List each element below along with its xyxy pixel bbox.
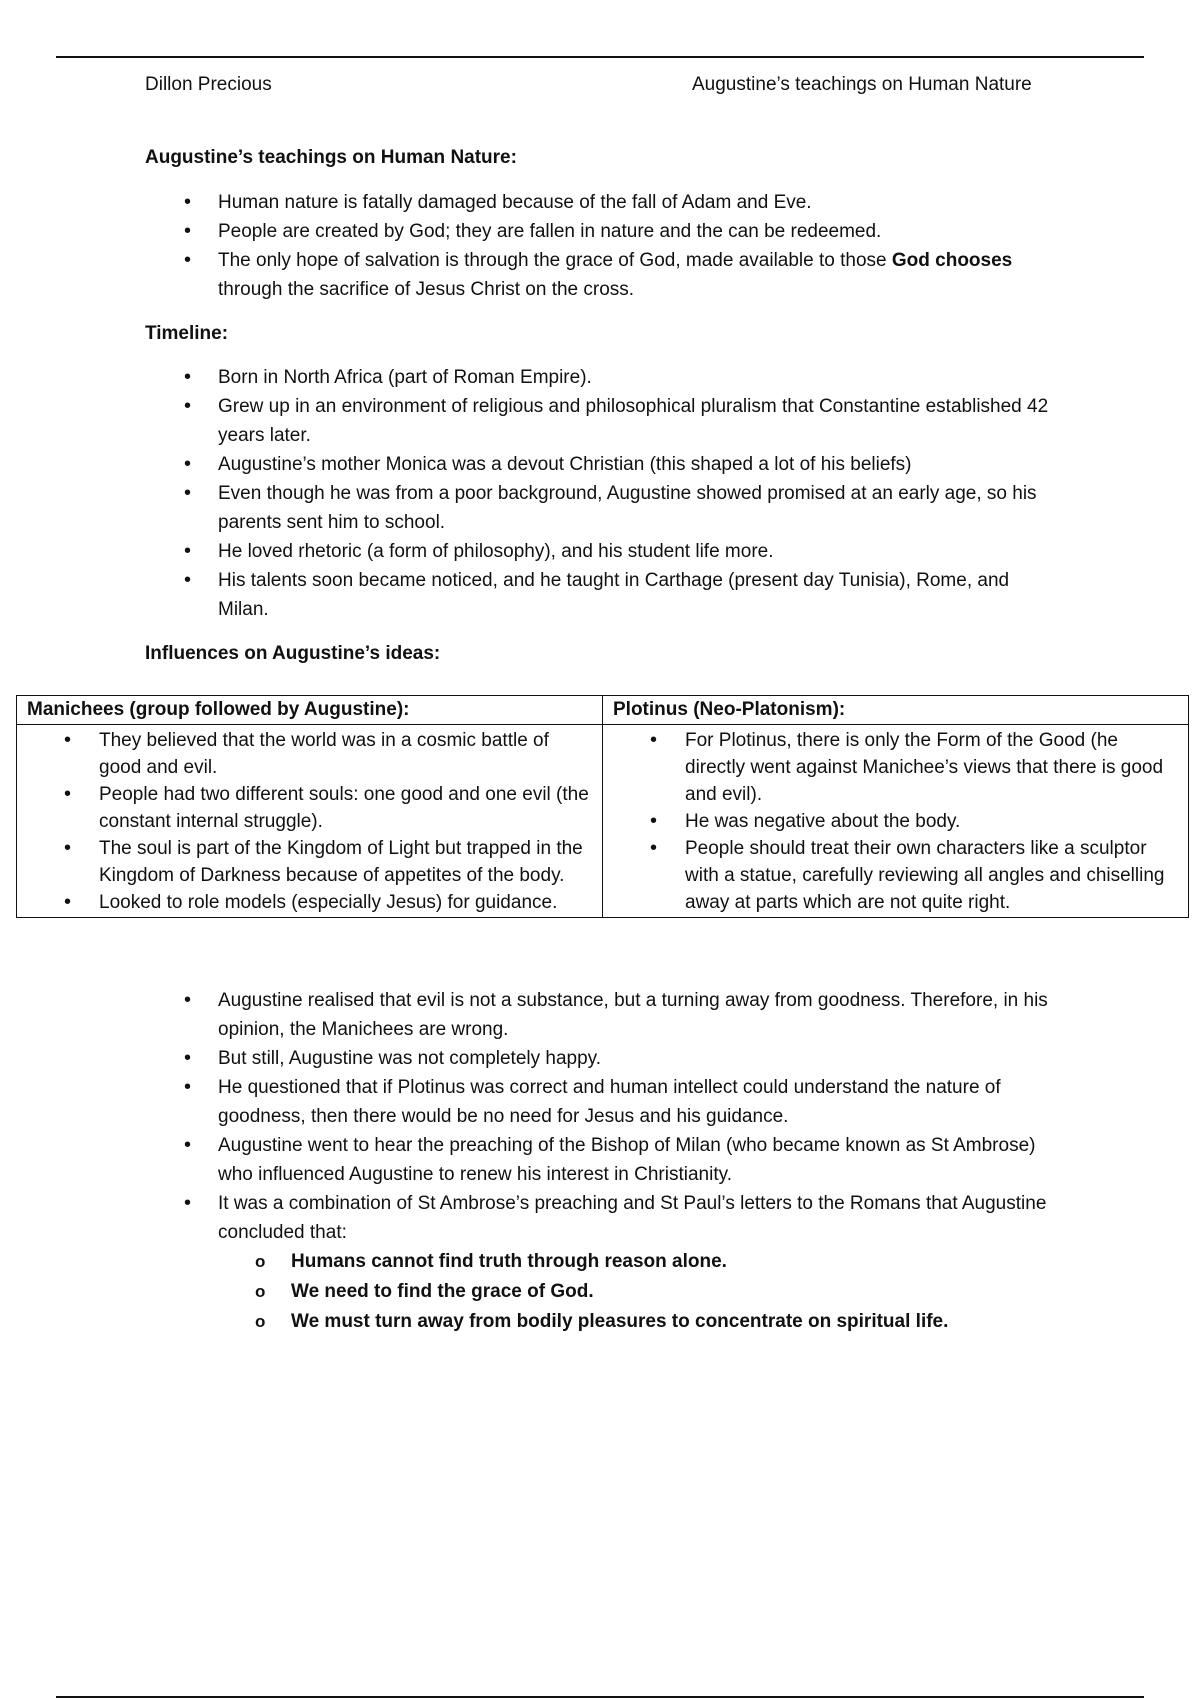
list-item: • Even though he was from a poor background, Augustine showed promised at an early age, so his parents sent him to school.	[218, 479, 1065, 537]
manichees-cell	[17, 725, 603, 918]
sub-list-item: o We must turn away from bodily pleasures to concentrate on spiritual life.	[291, 1307, 1065, 1337]
list-item: • Grew up in an environment of religious and philosophical pluralism that Constantine established 42 years later.	[218, 392, 1065, 450]
list-item: • People should treat their own characters like a sculptor with a statue, carefully reviewing all angles and chiselling away at parts which are not quite right.	[685, 835, 1178, 916]
table-row	[17, 725, 1189, 918]
footer-rule	[56, 1696, 1144, 1698]
list-item: • Human nature is fatally damaged because of the fall of Adam and Eve.	[218, 188, 1065, 217]
list-item: • For Plotinus, there is only the Form of the Good (he directly went against Manichee’s views that there is good and evil).	[685, 727, 1178, 808]
column-header-plotinus: Plotinus (Neo-Platonism):	[603, 696, 1189, 725]
list-item: • People had two different souls: one good and one evil (the constant internal struggle).	[99, 781, 592, 835]
list-item: • The soul is part of the Kingdom of Light but trapped in the Kingdom of Darkness because of appetites of the body.	[99, 835, 592, 889]
list-item: • But still, Augustine was not completely happy.	[218, 1044, 1065, 1073]
header-title: Augustine’s teachings on Human Nature	[692, 74, 1032, 95]
section-heading-teachings: Augustine’s teachings on Human Nature:	[145, 147, 517, 168]
list-item	[218, 246, 1065, 304]
list-item: • They believed that the world was in a cosmic battle of good and evil.	[99, 727, 592, 781]
list-item: • He was negative about the body.	[685, 808, 1178, 835]
header-rule	[56, 56, 1144, 58]
conclusion-list	[145, 986, 1065, 1337]
timeline-list	[145, 363, 1065, 624]
teachings-list	[145, 188, 1065, 304]
list-item: • Looked to role models (especially Jesus) for guidance.	[99, 889, 592, 916]
document-body	[145, 144, 1065, 668]
emphasis-text: God chooses	[891, 250, 1013, 271]
column-header-manichees: Manichees (group followed by Augustine):	[17, 696, 603, 725]
list-item: • He loved rhetoric (a form of philosophy), and his student life more.	[218, 537, 1065, 566]
sub-list-item: o Humans cannot find truth through reason alone.	[291, 1247, 1065, 1277]
header-author: Dillon Precious	[145, 74, 272, 95]
sub-list-item: o We need to find the grace of God.	[291, 1277, 1065, 1307]
section-heading-influences: Influences on Augustine’s ideas:	[145, 643, 441, 664]
list-item	[218, 1189, 1065, 1337]
list-item: • His talents soon became noticed, and he taught in Carthage (present day Tunisia), Rome, and Milan.	[218, 566, 1065, 624]
manichees-list	[27, 727, 592, 916]
section-heading-timeline: Timeline:	[145, 323, 229, 344]
list-item: • People are created by God; they are fallen in nature and the can be redeemed.	[218, 217, 1065, 246]
list-item: • Augustine went to hear the preaching of the Bishop of Milan (who became known as St Ambrose) who influenced Augustine to renew his interest in Christianity.	[218, 1131, 1065, 1189]
list-item: • Born in North Africa (part of Roman Empire).	[218, 363, 1065, 392]
plotinus-cell	[603, 725, 1189, 918]
list-item: • He questioned that if Plotinus was correct and human intellect could understand the nature of goodness, then there would be no need for Jesus and his guidance.	[218, 1073, 1065, 1131]
plotinus-list	[613, 727, 1178, 916]
conclusion-sublist	[218, 1247, 1065, 1337]
influences-table-wrapper	[16, 695, 1188, 918]
list-item: • Augustine realised that evil is not a substance, but a turning away from goodness. Therefore, in his opinion, the Manichees are wrong.	[218, 986, 1065, 1044]
list-item: • Augustine’s mother Monica was a devout Christian (this shaped a lot of his beliefs)	[218, 450, 1065, 479]
list-item-text: It was a combination of St Ambrose’s preaching and St Paul’s letters to the Romans that Augustine concluded that:	[218, 1193, 1047, 1243]
table-header-row	[17, 696, 1189, 725]
conclusion-section	[145, 986, 1065, 1337]
list-item-text: through the sacrifice of Jesus Christ on the cross.	[218, 279, 635, 300]
influences-table	[16, 695, 1189, 918]
list-item-text: The only hope of salvation is through the grace of God, made available to those	[218, 250, 892, 271]
